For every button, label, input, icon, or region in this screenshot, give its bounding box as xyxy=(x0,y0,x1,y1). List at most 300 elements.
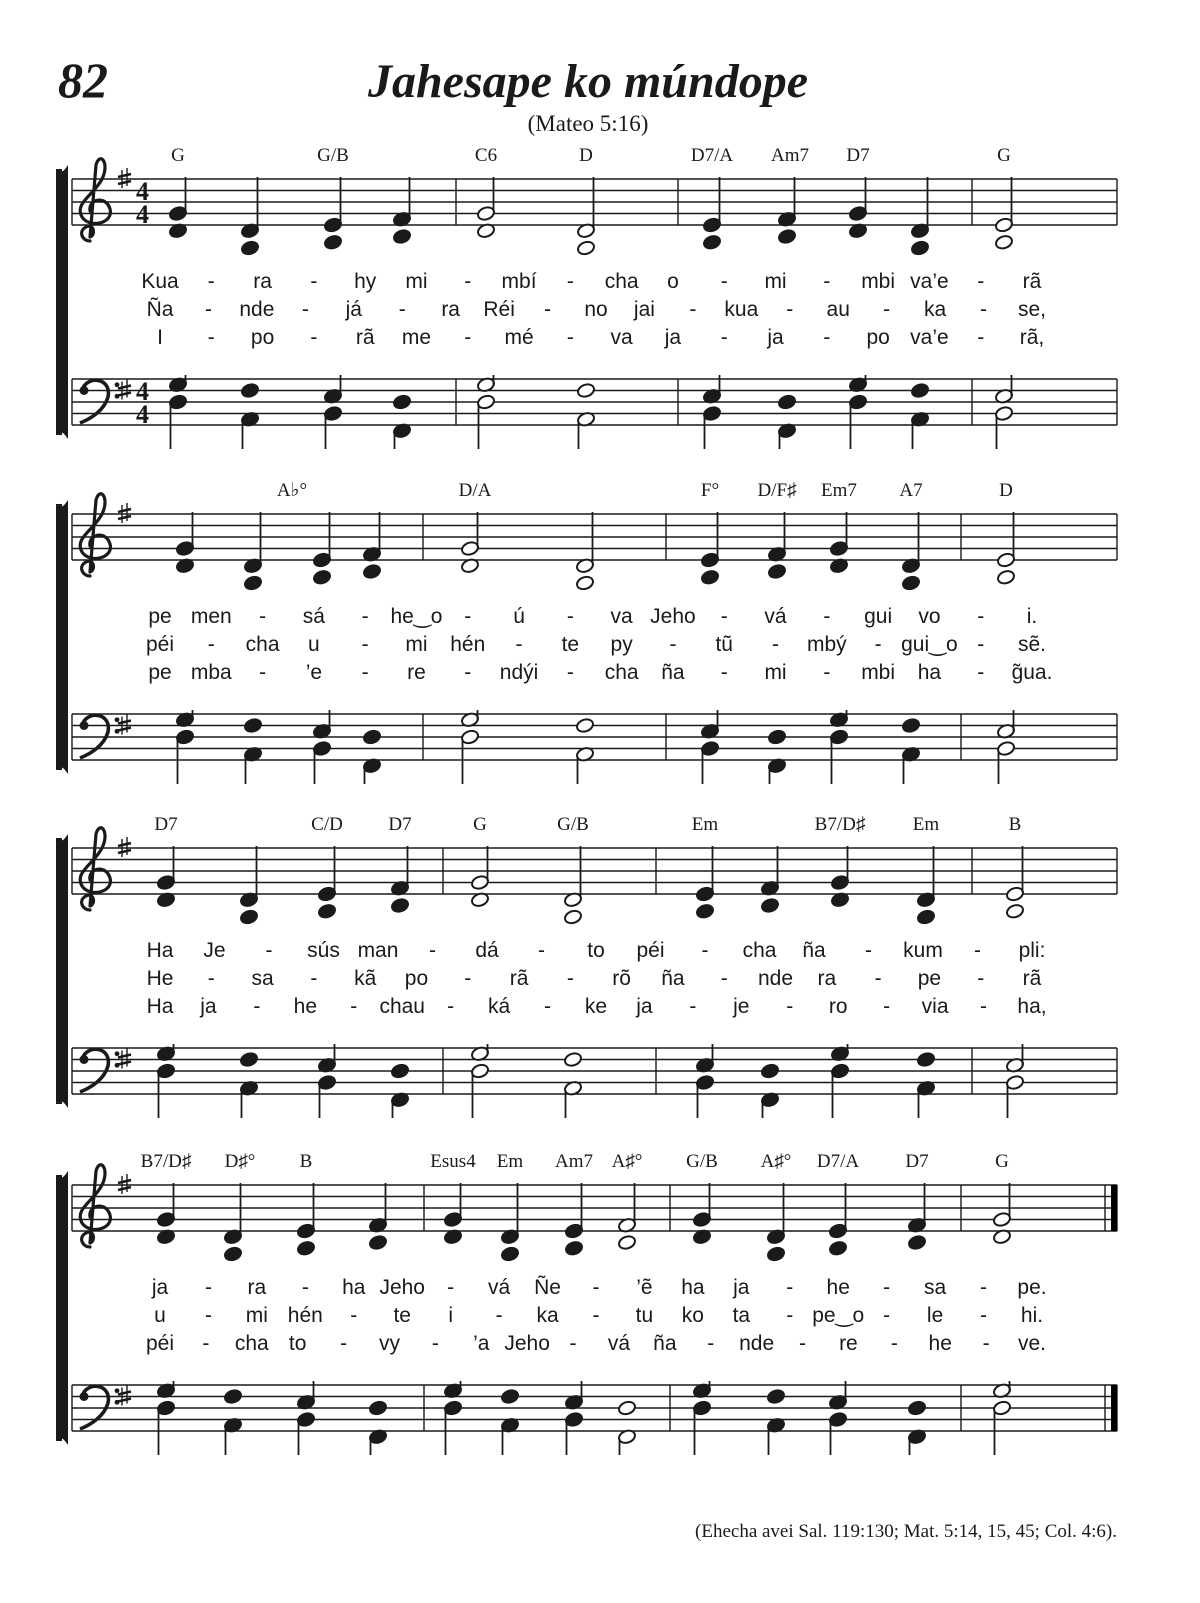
bass-clef-dot xyxy=(80,386,89,395)
lyric-hyphen: - xyxy=(398,298,406,321)
lyric-syllable: po xyxy=(250,326,275,349)
chord-symbol: D♯° xyxy=(224,1151,256,1172)
sharp-stroke xyxy=(118,843,131,846)
lyric-syllable: no xyxy=(584,298,608,321)
chord-symbol: D7 xyxy=(388,814,412,835)
lyric-hyphen: - xyxy=(429,939,436,962)
lyric-syllable: sẽ. xyxy=(1017,633,1047,656)
sharp-stroke xyxy=(118,509,131,512)
key-signature-sharp-icon xyxy=(118,380,131,400)
lyric-hyphen: - xyxy=(592,1304,600,1327)
lyric-hyphen: - xyxy=(464,326,472,349)
treble-note-notehead xyxy=(916,909,935,926)
bass-note-notehead xyxy=(766,1388,785,1405)
lyric-syllable: va’e xyxy=(910,326,949,349)
lyric-hyphen: - xyxy=(874,967,882,990)
chord-symbol: C6 xyxy=(474,145,498,166)
lyric-syllable: rõ xyxy=(612,967,631,990)
lyric-syllable: Jeho xyxy=(650,605,696,628)
treble-note-notehead xyxy=(777,228,796,245)
bass-note-notehead xyxy=(390,1063,409,1080)
lyric-hyphen: - xyxy=(340,1332,348,1355)
lyric-syllable: rã xyxy=(1022,967,1042,990)
treble-note-notehead xyxy=(223,1246,242,1263)
lyric-syllable: man xyxy=(357,939,399,962)
treble-note-notehead xyxy=(563,909,582,926)
sharp-stroke xyxy=(118,386,131,389)
lyric-hyphen: - xyxy=(464,967,472,990)
system-2 xyxy=(56,480,1117,784)
chord-symbol: G xyxy=(171,145,185,166)
lyric-syllable: ’e xyxy=(305,661,323,684)
bass-note-notehead xyxy=(243,717,262,734)
lyric-syllable: Ña xyxy=(146,298,174,321)
lyric-syllable: kã xyxy=(354,967,377,990)
treble-note-notehead xyxy=(617,1234,636,1251)
lyric-syllable: ta xyxy=(732,1304,751,1327)
lyric-hyphen: - xyxy=(786,1276,794,1299)
bass-note-notehead xyxy=(500,1388,519,1405)
lyric-syllable: ko xyxy=(681,1304,704,1327)
lyric-hyphen: - xyxy=(786,298,794,321)
lyric-hyphen: - xyxy=(566,270,574,293)
lyric-syllable: I xyxy=(157,326,163,349)
sharp-stroke xyxy=(118,1062,131,1065)
lyric-hyphen: - xyxy=(447,1276,455,1299)
chord-symbol: A♭° xyxy=(276,480,308,501)
lyric-syllable: cha xyxy=(742,939,777,962)
lyric-hyphen: - xyxy=(823,661,831,684)
time-signature-bottom: 4 xyxy=(136,400,149,429)
lyric-syllable: nde xyxy=(239,298,275,321)
chord-symbol: G/B xyxy=(686,1151,718,1172)
treble-note-notehead xyxy=(910,240,929,257)
lyric-syllable: ú xyxy=(513,605,525,628)
lyric-syllable: Réi xyxy=(483,298,515,321)
lyric-syllable: he xyxy=(826,1276,850,1299)
lyric-syllable: ja xyxy=(636,995,653,1018)
lyric-syllable: te xyxy=(393,1304,411,1327)
system-4 xyxy=(56,1151,1117,1455)
lyric-hyphen: - xyxy=(883,1276,891,1299)
bass-clef-dot xyxy=(80,1392,89,1401)
key-signature-sharp-icon xyxy=(118,503,131,523)
lyric-syllable: pe xyxy=(148,661,172,684)
lyric-syllable: to xyxy=(587,939,605,962)
lyric-syllable: ja xyxy=(767,326,784,349)
lyric-hyphen: - xyxy=(495,1304,503,1327)
lyric-hyphen: - xyxy=(701,939,709,962)
lyric-syllable: to xyxy=(288,1332,307,1355)
lyric-syllable: vá xyxy=(488,1276,511,1299)
lyric-syllable: le xyxy=(926,1304,944,1327)
hymn-number: 82 xyxy=(58,52,108,108)
chord-symbol: G xyxy=(997,145,1011,166)
lyric-syllable: he‿o xyxy=(390,605,443,628)
lyric-hyphen: - xyxy=(720,605,728,628)
treble-note-notehead xyxy=(700,569,719,586)
lyric-syllable: ña xyxy=(653,1332,677,1355)
lyric-syllable: ha xyxy=(342,1276,366,1299)
treble-note-notehead xyxy=(702,234,721,251)
lyric-syllable: po xyxy=(866,326,890,349)
final-barline xyxy=(1111,1385,1117,1431)
lyric-hyphen: - xyxy=(786,995,794,1018)
lyric-hyphen: - xyxy=(544,995,552,1018)
lyric-syllable: men xyxy=(190,605,232,628)
lyric-syllable: ña xyxy=(661,661,685,684)
lyric-syllable: ke xyxy=(584,995,608,1018)
bass-note-notehead xyxy=(392,394,411,411)
footer-references: (Ehecha avei Sal. 119:130; Mat. 5:14, 15, 45; Col. 4:6). xyxy=(695,1521,1117,1542)
lyric-syllable: vá xyxy=(607,1332,631,1355)
sharp-stroke xyxy=(118,1392,131,1395)
lyric-hyphen: - xyxy=(823,270,831,293)
final-barline xyxy=(1111,1185,1117,1231)
chord-symbol: D7/A xyxy=(816,1151,860,1172)
lyric-syllable: mi xyxy=(764,270,787,293)
lyric-syllable: pe xyxy=(148,605,172,628)
lyric-hyphen: - xyxy=(874,633,882,656)
chord-symbol: A♯° xyxy=(611,1151,643,1172)
lyric-hyphen: - xyxy=(207,633,215,656)
chord-symbol: B7/D♯ xyxy=(814,814,866,835)
time-signature-top: 4 xyxy=(136,377,149,406)
lyric-syllable: pe xyxy=(917,967,942,990)
lyric-syllable: Kua xyxy=(141,270,179,293)
chord-symbol: D7 xyxy=(154,814,178,835)
lyric-hyphen: - xyxy=(977,605,985,628)
lyric-syllable: py xyxy=(610,633,633,656)
lyric-hyphen: - xyxy=(823,326,831,349)
chord-symbol: G/B xyxy=(317,145,349,166)
lyric-hyphen: - xyxy=(823,605,831,628)
lyric-hyphen: - xyxy=(974,939,981,962)
sharp-stroke xyxy=(118,728,131,731)
treble-clef-icon xyxy=(80,1165,110,1247)
chord-symbol: A♯° xyxy=(760,1151,792,1172)
sharp-stroke xyxy=(118,181,131,184)
hymn-title: Jahesape ko múndope xyxy=(367,55,809,108)
lyric-hyphen: - xyxy=(361,661,369,684)
chord-symbol: B xyxy=(299,1151,313,1172)
chord-symbol: A7 xyxy=(899,480,923,501)
lyric-syllable: u xyxy=(308,633,320,656)
bass-clef-dot xyxy=(115,1051,120,1056)
lyric-syllable: gui xyxy=(864,605,893,628)
lyric-hyphen: - xyxy=(566,967,574,990)
bass-clef-dot xyxy=(115,1388,120,1393)
lyric-hyphen: - xyxy=(980,1276,988,1299)
chord-symbol: D/A xyxy=(458,480,492,501)
chord-symbol: B xyxy=(1008,814,1022,835)
lyric-syllable: mé xyxy=(504,326,534,349)
lyric-syllable: Jeho xyxy=(379,1276,425,1299)
lyric-syllable: vá xyxy=(764,605,787,628)
lyric-syllable: ha xyxy=(917,661,942,684)
chord-symbol: D xyxy=(579,145,593,166)
lyric-syllable: cha xyxy=(234,1332,269,1355)
lyric-syllable: i. xyxy=(1026,605,1038,628)
lyric-hyphen: - xyxy=(265,939,273,962)
lyric-hyphen: - xyxy=(566,661,574,684)
bass-note-notehead xyxy=(362,729,381,746)
lyric-syllable: He xyxy=(146,967,174,990)
lyric-syllable: he xyxy=(928,1332,952,1355)
key-signature-sharp-icon xyxy=(118,715,131,735)
chord-symbol: Em xyxy=(496,1151,524,1172)
lyric-syllable: rã xyxy=(509,967,529,990)
treble-note-notehead xyxy=(766,1246,785,1263)
key-signature-sharp-icon xyxy=(118,168,131,188)
key-signature-sharp-icon xyxy=(118,1174,131,1194)
lyric-hyphen: - xyxy=(982,1332,990,1355)
time-signature-top: 4 xyxy=(136,177,149,206)
lyric-hyphen: - xyxy=(464,661,472,684)
treble-note-notehead xyxy=(907,1234,926,1251)
lyric-hyphen: - xyxy=(977,326,985,349)
bass-note-notehead xyxy=(563,1051,582,1068)
treble-note-notehead xyxy=(243,575,262,592)
lyric-syllable: jai xyxy=(633,298,655,321)
lyric-hyphen: - xyxy=(720,661,728,684)
treble-clef-icon xyxy=(80,159,110,241)
treble-note-notehead xyxy=(312,569,331,586)
treble-clef-icon xyxy=(80,828,110,910)
chord-symbol: Em xyxy=(912,814,940,835)
treble-note-notehead xyxy=(1005,903,1024,920)
chord-symbol: C/D xyxy=(311,814,343,835)
chord-symbol: Am7 xyxy=(771,145,809,166)
bass-note-notehead xyxy=(901,717,920,734)
lyric-syllable: ka xyxy=(536,1304,559,1327)
treble-clef-icon xyxy=(80,494,110,576)
lyric-hyphen: - xyxy=(689,995,697,1018)
treble-note-notehead xyxy=(500,1246,519,1263)
lyric-hyphen: - xyxy=(980,995,988,1018)
lyric-syllable: mi xyxy=(405,270,428,293)
lyric-syllable: já xyxy=(345,298,362,321)
system-bracket xyxy=(56,838,62,1104)
lyric-syllable: tũ xyxy=(715,633,733,656)
lyric-syllable: mbi xyxy=(861,270,896,293)
sharp-stroke xyxy=(118,174,131,177)
lyric-syllable: rã xyxy=(1022,270,1042,293)
bass-clef-dot xyxy=(80,1055,89,1064)
lyric-syllable: se, xyxy=(1017,298,1047,321)
bass-clef-dot xyxy=(80,721,89,730)
lyric-syllable: hi. xyxy=(1020,1304,1044,1327)
lyric-syllable: au xyxy=(826,298,850,321)
lyric-syllable: ká xyxy=(488,995,511,1018)
chord-symbol: Am7 xyxy=(555,1151,593,1172)
lyric-syllable: pli: xyxy=(1018,939,1046,962)
lyric-syllable: sús xyxy=(307,939,340,962)
system-bracket xyxy=(56,1175,62,1441)
lyric-hyphen: - xyxy=(464,605,472,628)
key-signature-sharp-icon xyxy=(118,1049,131,1069)
key-signature-sharp-icon xyxy=(118,1386,131,1406)
time-signature-bottom: 4 xyxy=(136,200,149,229)
lyric-syllable: gui‿o xyxy=(901,633,958,656)
chord-symbol: D/F♯ xyxy=(757,480,797,501)
treble-note-notehead xyxy=(994,234,1013,251)
lyric-syllable: Ha xyxy=(146,939,174,962)
lyric-syllable: va xyxy=(610,326,633,349)
lyric-syllable: ro xyxy=(828,995,848,1018)
lyric-syllable: rã xyxy=(355,326,375,349)
bass-note-notehead xyxy=(617,1400,636,1417)
lyric-syllable: ’a xyxy=(473,1332,490,1355)
lyric-hyphen: - xyxy=(786,1304,794,1327)
chord-symbol: Em7 xyxy=(821,480,857,501)
treble-note-notehead xyxy=(564,1240,583,1257)
lyric-syllable: cha xyxy=(604,661,639,684)
chord-symbol: D7/A xyxy=(690,145,734,166)
bass-note-notehead xyxy=(239,1051,258,1068)
chord-symbol: Em xyxy=(691,814,719,835)
sharp-stroke xyxy=(118,1055,131,1058)
lyric-syllable: Ñe xyxy=(534,1276,561,1299)
chord-symbol: B7/D♯ xyxy=(140,1151,192,1172)
lyric-syllable: dá xyxy=(475,939,499,962)
lyric-hyphen: - xyxy=(720,967,728,990)
lyric-hyphen: - xyxy=(720,326,728,349)
lyric-syllable: ja xyxy=(664,326,682,349)
system-bracket xyxy=(56,504,62,770)
lyric-hyphen: - xyxy=(977,967,985,990)
lyric-hyphen: - xyxy=(204,298,212,321)
lyric-syllable: ra xyxy=(253,270,272,293)
treble-note-notehead xyxy=(767,563,786,580)
lyric-syllable: via xyxy=(921,995,949,1018)
lyric-syllable: hy xyxy=(354,270,377,293)
lyric-hyphen: - xyxy=(515,633,523,656)
sharp-stroke xyxy=(118,721,131,724)
lyric-syllable: ña xyxy=(661,967,685,990)
sharp-stroke xyxy=(118,1187,131,1190)
lyric-hyphen: - xyxy=(772,633,780,656)
lyric-syllable: péi xyxy=(636,939,665,962)
lyric-syllable: ka xyxy=(924,298,947,321)
lyric-hyphen: - xyxy=(361,633,369,656)
chord-symbol: D7 xyxy=(846,145,870,166)
lyric-syllable: mba xyxy=(190,661,232,684)
lyric-hyphen: - xyxy=(569,1332,577,1355)
lyric-hyphen: - xyxy=(689,298,697,321)
lyric-hyphen: - xyxy=(259,661,267,684)
lyric-syllable: mbi xyxy=(861,661,896,684)
lyric-syllable: kua xyxy=(724,298,759,321)
treble-note-notehead xyxy=(901,575,920,592)
lyric-syllable: hén xyxy=(287,1304,323,1327)
lyric-syllable: Je xyxy=(203,939,226,962)
lyric-hyphen: - xyxy=(202,1332,210,1355)
lyric-syllable: péi xyxy=(145,633,175,656)
treble-note-notehead xyxy=(760,897,779,914)
lyric-hyphen: - xyxy=(883,298,891,321)
treble-note-notehead xyxy=(996,569,1015,586)
lyric-hyphen: - xyxy=(707,1332,715,1355)
lyric-hyphen: - xyxy=(544,298,552,321)
lyric-syllable: re xyxy=(839,1332,858,1355)
lyric-syllable: re xyxy=(407,661,426,684)
sharp-stroke xyxy=(118,1180,131,1183)
lyric-hyphen: - xyxy=(301,1276,309,1299)
treble-note-notehead xyxy=(576,240,595,257)
bass-note-notehead xyxy=(910,382,929,399)
lyric-syllable: mi xyxy=(764,661,787,684)
chord-symbol: G/B xyxy=(557,814,589,835)
lyric-syllable: u xyxy=(154,1304,166,1327)
lyric-hyphen: - xyxy=(207,326,215,349)
lyric-hyphen: - xyxy=(253,995,261,1018)
lyric-hyphen: - xyxy=(883,1304,891,1327)
lyric-syllable: ja xyxy=(151,1276,169,1299)
lyric-hyphen: - xyxy=(259,605,267,628)
lyric-hyphen: - xyxy=(980,1304,988,1327)
chord-symbol: F° xyxy=(700,480,720,501)
lyric-syllable: kum xyxy=(903,939,943,962)
treble-note-notehead xyxy=(362,563,381,580)
lyric-syllable: mi xyxy=(245,1304,268,1327)
lyric-syllable: ve. xyxy=(1017,1332,1047,1355)
lyric-hyphen: - xyxy=(566,605,574,628)
lyric-syllable: nde xyxy=(758,967,794,990)
sharp-stroke xyxy=(118,1399,131,1402)
lyric-syllable: sa xyxy=(924,1276,947,1299)
lyric-syllable: g̃ua. xyxy=(1011,661,1053,684)
bass-note-notehead xyxy=(767,729,786,746)
treble-note-notehead xyxy=(575,575,594,592)
lyric-syllable: ja xyxy=(733,1276,750,1299)
lyric-hyphen: - xyxy=(310,326,318,349)
lyric-syllable: mbý xyxy=(806,633,847,656)
lyric-syllable: tu xyxy=(635,1304,654,1327)
lyric-hyphen: - xyxy=(720,270,728,293)
lyric-hyphen: - xyxy=(207,270,215,293)
lyric-hyphen: - xyxy=(204,1276,212,1299)
treble-note-notehead xyxy=(695,903,714,920)
lyric-syllable: nde xyxy=(739,1332,775,1355)
lyric-syllable: Ha xyxy=(146,995,174,1018)
system-3 xyxy=(56,814,1117,1118)
lyric-syllable: sá xyxy=(302,605,325,628)
lyric-syllable: Jeho xyxy=(504,1332,550,1355)
lyric-syllable: pe. xyxy=(1017,1276,1047,1299)
lyric-hyphen: - xyxy=(301,298,309,321)
lyric-hyphen: - xyxy=(980,298,988,321)
treble-note-notehead xyxy=(828,1240,847,1257)
lyric-hyphen: - xyxy=(669,633,677,656)
lyric-hyphen: - xyxy=(207,967,215,990)
lyric-hyphen: - xyxy=(310,270,318,293)
lyric-hyphen: - xyxy=(447,995,455,1018)
treble-note-notehead xyxy=(368,1234,387,1251)
lyric-syllable: te xyxy=(561,633,580,656)
treble-note-notehead xyxy=(390,897,409,914)
lyric-syllable: ña xyxy=(802,939,826,962)
lyric-syllable: ha xyxy=(681,1276,705,1299)
treble-note-notehead xyxy=(296,1240,315,1257)
lyric-syllable: ndýi xyxy=(499,661,539,684)
lyric-syllable: o xyxy=(667,270,679,293)
sharp-stroke xyxy=(118,393,131,396)
chord-symbol: Esus4 xyxy=(430,1151,476,1172)
lyric-syllable: péi xyxy=(145,1332,175,1355)
chord-symbol: G xyxy=(995,1151,1009,1172)
system-bracket xyxy=(56,169,62,435)
